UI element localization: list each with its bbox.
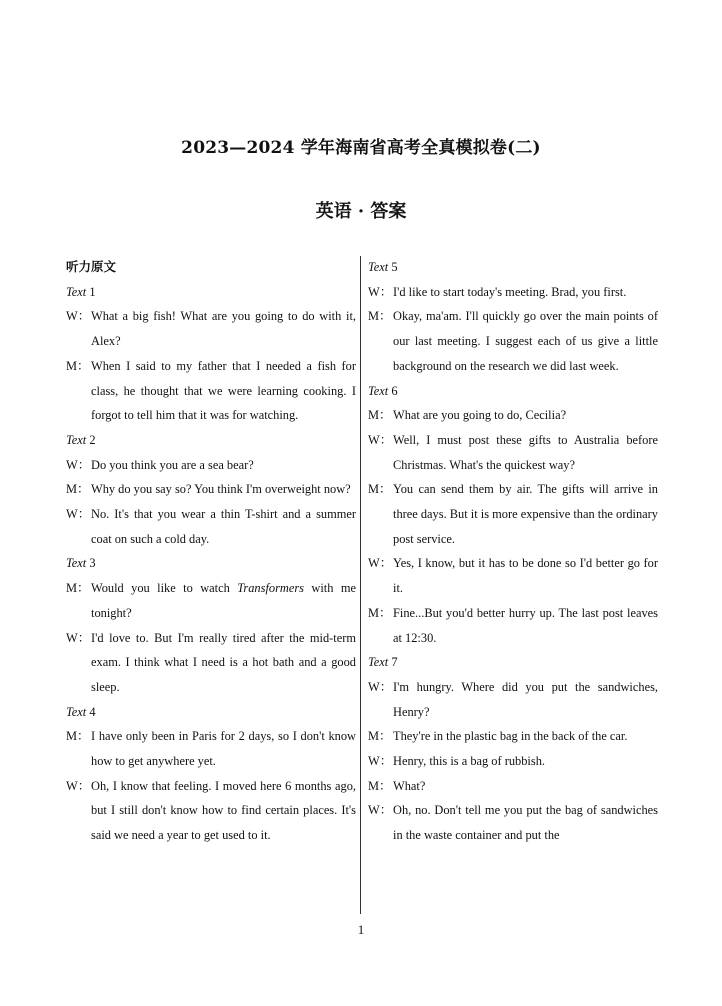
dialogue-line: M： Okay, ma'am. I'll quickly go over the main points of our last meeting. I suggest each of us give a little background on the research we did last week. xyxy=(368,309,658,373)
text-label-6: Text 6 xyxy=(368,383,398,398)
dialogue-line: W：I'm hungry. Where did you put the sandwiches, Henry? xyxy=(368,679,658,719)
dialogue-line: W：I'd love to. But I'm really tired after the mid-term exam. I think what I need is a hot bath and a good sleep. xyxy=(66,630,356,694)
movie-title: Transformers xyxy=(237,581,304,596)
dialogue-line: W：No. It's that you wear a thin T-shirt and a summer coat on such a cold day. xyxy=(66,507,356,546)
dialogue-line: W：Do you think you are a sea bear? xyxy=(66,457,254,472)
dialogue-line: M： When I said to my father that I needed a fish for class, he thought that we were learning cooking. I forgot to tell him that it was for watching. xyxy=(66,358,356,423)
dialogue-line: M： Why do you say so? You think I'm overweight now? xyxy=(66,482,351,497)
dialogue-line: W：Oh, no. Don't tell me you put the bag of sandwiches in the waste container and put the xyxy=(368,803,658,843)
dialogue-line: W：Yes, I know, but it has to be done so I'd better go for it. xyxy=(368,556,658,596)
dialogue-line: M： What are you going to do, Cecilia? xyxy=(368,408,567,423)
dialogue-line: W：Well, I must post these gifts to Australia before Christmas. What's the quickest way? xyxy=(368,432,658,472)
text-label-3: Text 3 xyxy=(66,556,96,571)
text-label-1: Text 1 xyxy=(66,284,96,299)
right-column xyxy=(368,255,658,848)
dialogue-line: M： Fine...But you'd better hurry up. The last post leaves at 12:30. xyxy=(368,605,658,645)
dialogue-line: M： They're in the plastic bag in the back of the car. xyxy=(368,729,628,744)
page-number: 1 xyxy=(357,922,365,937)
dialogue-line: M： Would you like to watch Transformers with me tonight? xyxy=(66,581,356,620)
page-subtitle: 英语 · 答案 xyxy=(315,201,407,222)
text-label-4: Text 4 xyxy=(66,704,96,719)
dialogue-line: W：Henry, this is a bag of rubbish. xyxy=(368,754,545,769)
dialogue-line: W：Oh, I know that feeling. I moved here 6 months ago, but I still don't know how to find certain places. It's said we need a year to get used to it. xyxy=(66,778,356,843)
text-label-2: Text 2 xyxy=(66,432,96,447)
column-divider xyxy=(360,256,361,914)
text-label-7: Text 7 xyxy=(368,655,398,670)
section-heading: 听力原文 xyxy=(66,259,117,274)
dialogue-line: W：I'd like to start today's meeting. Brad, you first. xyxy=(368,284,627,299)
text-label-5: Text 5 xyxy=(368,260,398,274)
left-column xyxy=(66,255,356,848)
page-title: 2023—2024 学年海南省高考全真模拟卷(二) xyxy=(181,138,541,158)
dialogue-line: M： I have only been in Paris for 2 days, so I don't know how to get anywhere yet. xyxy=(66,729,356,769)
dialogue-line: M： You can send them by air. The gifts will arrive in three days. But it is more expensive than the ordinary post service. xyxy=(368,482,658,546)
dialogue-line: M： What? xyxy=(368,778,426,793)
dialogue-line: W：What a big fish! What are you going to do with it, Alex? xyxy=(66,309,356,349)
